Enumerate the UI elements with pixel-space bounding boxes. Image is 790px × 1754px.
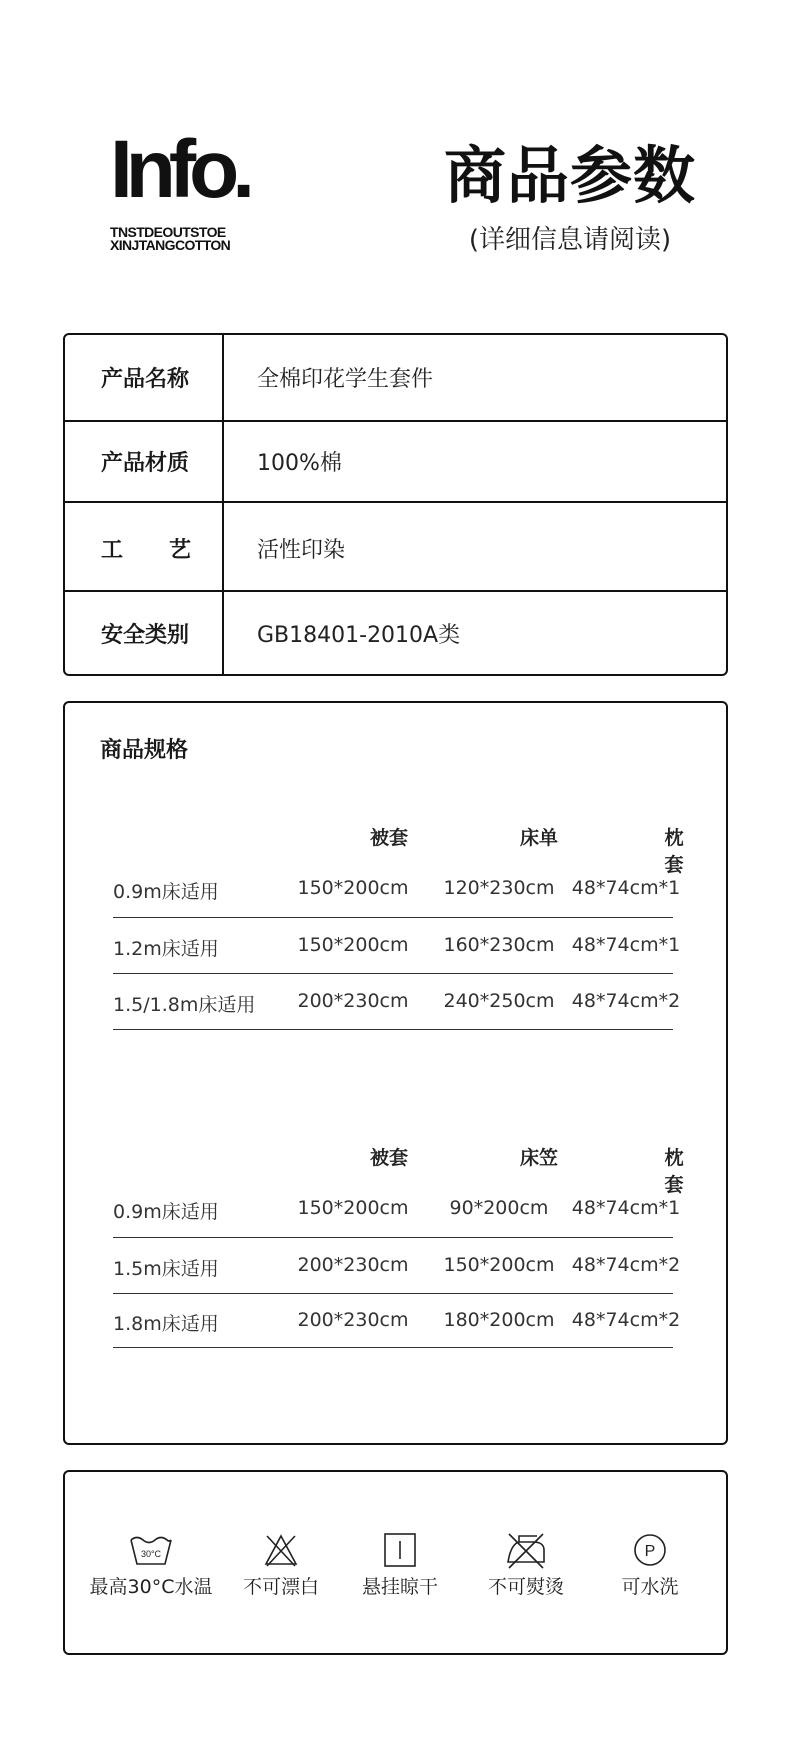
param-value: 全棉印花学生套件	[257, 367, 434, 392]
spec-table-header	[113, 1143, 684, 1196]
logo-wordmark: Info.	[110, 124, 249, 215]
logo-subline-1: TNSTDEOUTSTOE	[110, 224, 226, 240]
param-label: 安全类别	[101, 623, 190, 648]
header-cell: 被套	[369, 827, 409, 849]
dry-clean-letter: P	[644, 1543, 656, 1560]
param-value: 活性印染	[257, 538, 346, 563]
params-row-craft	[65, 501, 726, 590]
wash-30-icon	[128, 1530, 174, 1570]
value-cell: 120*230cm	[443, 877, 555, 899]
params-row-safety	[65, 590, 726, 674]
header-cell: 枕套	[664, 827, 684, 876]
page-subtitle: (详细信息请阅读)	[468, 225, 672, 255]
header-cell: 床笠	[519, 1147, 559, 1169]
params-row-name	[65, 335, 726, 420]
header-cell: 枕套	[664, 1147, 684, 1196]
care-label: 不可熨烫	[487, 1576, 564, 1598]
care-item-iron	[456, 1530, 596, 1599]
brand-logo	[110, 124, 350, 253]
value-cell: 48*74cm*2	[571, 1309, 681, 1331]
value-cell: 240*250cm	[443, 990, 555, 1012]
value-cell: 150*200cm	[443, 1254, 555, 1276]
value-cell: 48*74cm*1	[571, 934, 681, 956]
spec-section	[63, 701, 728, 1445]
value-cell: 180*200cm	[443, 1309, 555, 1331]
param-label: 工 艺	[101, 538, 191, 563]
size-cell: 0.9m床适用	[113, 1201, 219, 1223]
product-params-table	[63, 333, 728, 676]
param-value: GB18401-2010A类	[257, 623, 461, 648]
value-cell: 150*200cm	[297, 877, 409, 899]
table-row	[113, 1238, 681, 1294]
spec-table-header	[113, 823, 684, 876]
value-cell: 48*74cm*2	[571, 1254, 681, 1276]
size-cell: 0.9m床适用	[113, 881, 219, 903]
table-row	[113, 974, 681, 1030]
care-instructions	[63, 1470, 728, 1655]
spec-title: 商品规格	[100, 738, 189, 763]
care-label: 悬挂晾干	[361, 1576, 438, 1598]
dry-clean-p-icon	[627, 1530, 673, 1570]
value-cell: 200*230cm	[297, 990, 409, 1012]
value-cell: 48*74cm*1	[571, 1197, 681, 1219]
care-label: 可水洗	[621, 1576, 679, 1598]
value-cell: 90*200cm	[449, 1197, 549, 1219]
care-label: 不可漂白	[242, 1576, 319, 1598]
size-cell: 1.8m床适用	[113, 1313, 219, 1335]
param-label: 产品材质	[101, 451, 190, 476]
no-iron-icon	[503, 1530, 549, 1570]
header-cell: 床单	[519, 827, 559, 849]
page-title: 商品参数	[443, 139, 696, 212]
value-cell: 48*74cm*1	[571, 877, 681, 899]
param-label: 产品名称	[101, 367, 190, 392]
value-cell: 200*230cm	[297, 1309, 409, 1331]
value-cell: 160*230cm	[443, 934, 555, 956]
value-cell: 150*200cm	[297, 934, 409, 956]
size-cell: 1.5/1.8m床适用	[113, 994, 256, 1016]
table-row	[113, 918, 681, 974]
table-row	[113, 863, 681, 918]
value-cell: 200*230cm	[297, 1254, 409, 1276]
size-cell: 1.2m床适用	[113, 938, 219, 960]
value-cell: 150*200cm	[297, 1197, 409, 1219]
no-bleach-icon	[258, 1530, 304, 1570]
value-cell: 48*74cm*2	[571, 990, 681, 1012]
header-cell: 被套	[369, 1147, 409, 1169]
size-cell: 1.5m床适用	[113, 1258, 219, 1280]
logo-subline-2: XINJTANGCOTTON	[110, 237, 231, 253]
wash-temp-text: 30°C	[140, 1549, 162, 1559]
line-dry-icon	[377, 1530, 423, 1570]
param-value: 100%棉	[257, 451, 342, 476]
table-row	[113, 1294, 681, 1348]
params-row-material	[65, 420, 726, 501]
care-item-dry	[330, 1530, 470, 1599]
table-row	[113, 1183, 681, 1238]
care-label: 最高30°C水温	[89, 1576, 213, 1598]
care-item-wash	[81, 1530, 221, 1599]
care-item-wash-p	[580, 1530, 720, 1599]
